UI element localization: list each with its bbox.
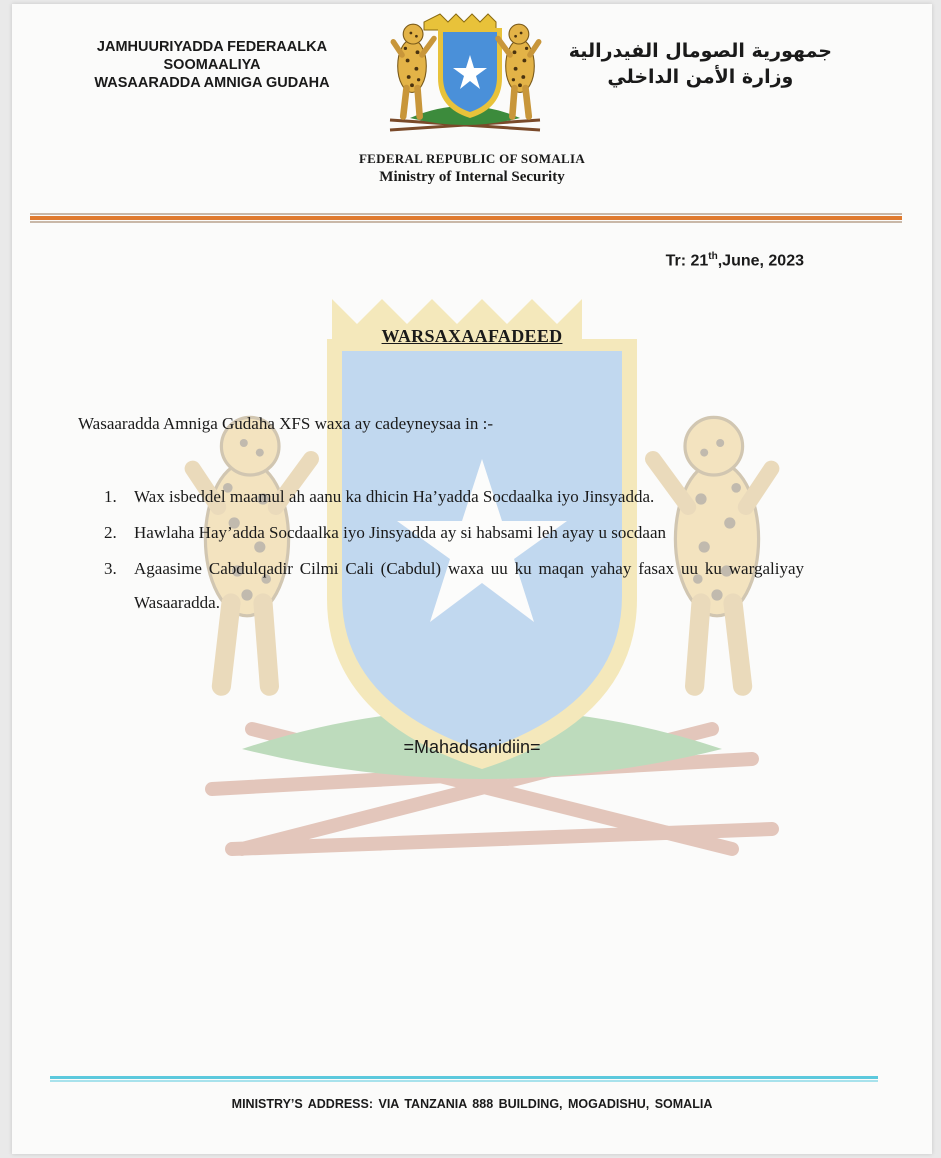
somali-coat-of-arms-icon bbox=[370, 8, 560, 148]
header-english bbox=[262, 149, 682, 187]
letter-page bbox=[12, 4, 932, 1154]
item-number: 1. bbox=[104, 487, 117, 506]
header-arabic-line: وزارة الأمن الداخلي bbox=[607, 66, 794, 88]
list-item bbox=[104, 516, 804, 550]
list-item bbox=[104, 552, 804, 620]
footer-divider bbox=[50, 1076, 878, 1082]
date-prefix: Tr: 21 bbox=[665, 252, 709, 270]
document-title: WARSAXAAFADEED bbox=[381, 326, 563, 346]
header-somali-line: JAMHUURIYADDA FEDERAALKA bbox=[96, 39, 328, 55]
header-somali bbox=[62, 38, 362, 92]
item-number: 2. bbox=[104, 523, 117, 542]
header-divider bbox=[30, 213, 902, 223]
date-ordinal: th bbox=[708, 251, 718, 262]
intro-text: Wasaaradda Amniga Gudaha XFS waxa ay cadeyneysaa in :- bbox=[78, 414, 493, 433]
header-arabic bbox=[569, 38, 832, 90]
item-text: Hawlaha Hay’adda Socdaalka iyo Jinsyadda ay si habsami leh ayay u socdaan bbox=[134, 523, 667, 542]
date-suffix: ,June, 2023 bbox=[717, 252, 804, 270]
header-somali-line: SOOMAALIYA bbox=[163, 57, 261, 73]
item-text: Agaasime Cabdulqadir Cilmi Cali (Cabdul) waxa uu ku maqan yahay fasax uu ku wargaliyay Wasaaradda. bbox=[134, 559, 804, 612]
ministry-name: Ministry of Internal Security bbox=[379, 169, 565, 185]
ministry-address: MINISTRY’S ADDRESS: VIA TANZANIA 888 BUILDING, MOGADISHU, SOMALIA bbox=[231, 1097, 713, 1111]
country-name: FEDERAL REPUBLIC OF SOMALIA bbox=[358, 151, 586, 166]
header-arabic-line: جمهورية الصومال الفيدرالية bbox=[568, 40, 832, 62]
list-item bbox=[104, 480, 804, 514]
closing-text: =Mahadsanidiin= bbox=[403, 737, 541, 757]
item-number: 3. bbox=[104, 559, 117, 578]
item-text: Wax isbeddel maamul ah aanu ka dhicin Ha’yadda Socdaalka iyo Jinsyadda. bbox=[134, 487, 655, 506]
statement-list bbox=[104, 480, 804, 622]
letter-date bbox=[666, 251, 804, 270]
header-somali-line: WASAARADDA AMNIGA GUDAHA bbox=[94, 75, 330, 91]
